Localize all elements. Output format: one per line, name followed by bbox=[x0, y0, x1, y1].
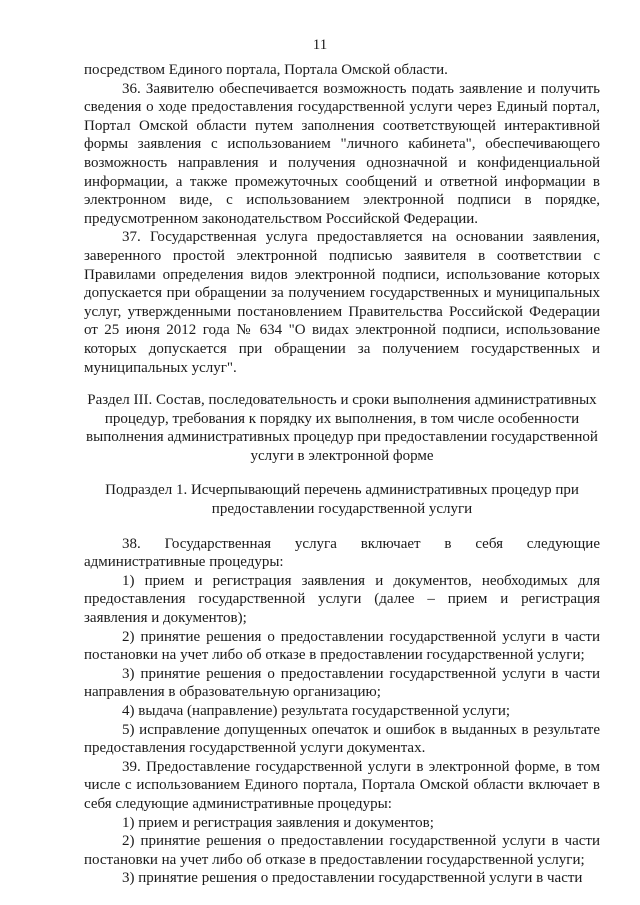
paragraph-37: 37. Государственная услуга предоставляется на основании заявления, заверенного простой электронной подписью заявителя в соответствии с Правилами определения видов электронной подписи, использование которых допускается при обращении за получением государственных и муниципальных услуг, утвержденными постановлением Правительства Российской Федерации от 25 июня 2012 года № 634 "О видах электронной подписи, использование которых допускается при обращении за получением государственных и муниципальных услуг". bbox=[84, 229, 600, 376]
list-item-38-1: 1) прием и регистрация заявления и документов, необходимых для предоставления государственной услуги (далее – прием и регистрация заявления и документов); bbox=[84, 572, 600, 627]
list-item-39-1: 1) прием и регистрация заявления и документов; bbox=[122, 814, 434, 831]
paragraph-continuation: посредством Единого портала, Портала Омской области. bbox=[84, 62, 448, 78]
paragraph-38: 38. Государственная услуга включает в себя следующие административные процедуры: bbox=[84, 535, 600, 571]
list-item-38-4: 4) выдача (направление) результата государственной услуги; bbox=[122, 703, 511, 719]
section-heading: Раздел III. Состав, последовательность и сроки выполнения административных процедур, требования к порядку их выполнения, в том числе особенности выполнения административных процедур при предоставлении государственной услуги в электронной форме bbox=[86, 392, 598, 464]
list-item-38-3: 3) принятие решения о предоставлении государственной услуги в части направления в образовательную организацию; bbox=[84, 665, 600, 701]
subsection-heading: Подраздел 1. Исчерпывающий перечень административных процедур при предоставлении государственной услуги bbox=[105, 482, 579, 518]
list-item-39-2: 2) принятие решения о предоставлении государственной услуги в части постановки на учет либо об отказе в предоставлении государственной услуги; bbox=[84, 833, 600, 868]
paragraph-39: 39. Предоставление государственной услуги в электронной форме, в том числе с использованием Единого портала, Портала Омской области включает в себя следующие административные процедуры: bbox=[84, 758, 600, 812]
page-number: 11 bbox=[312, 37, 328, 53]
list-item-38-5: 5) исправление допущенных опечаток и ошибок в выданных в результате предоставления государственной услуги документах. bbox=[84, 721, 600, 757]
list-item-39-3: 3) принятие решения о предоставлении государственной услуги в части bbox=[122, 870, 583, 887]
document-body bbox=[84, 61, 600, 888]
paragraph-36: 36. Заявителю обеспечивается возможность подать заявление и получить сведения о ходе предоставления государственной услуги через Единый портал, Портал Омской области путем заполнения соответствующей интерактивной формы заявления с использованием "личного кабинета", обеспечивающего возможность направления и получения однозначной и конфиденциальной информации, а также промежуточных сообщений и ответной информации в электронном виде, с использованием электронной подписи в порядке, предусмотренном законодательством Российской Федерации. bbox=[84, 80, 600, 227]
list-item-38-2: 2) принятие решения о предоставлении государственной услуги в части постановки на учет либо об отказе в предоставлении государственной услуги; bbox=[84, 628, 600, 664]
